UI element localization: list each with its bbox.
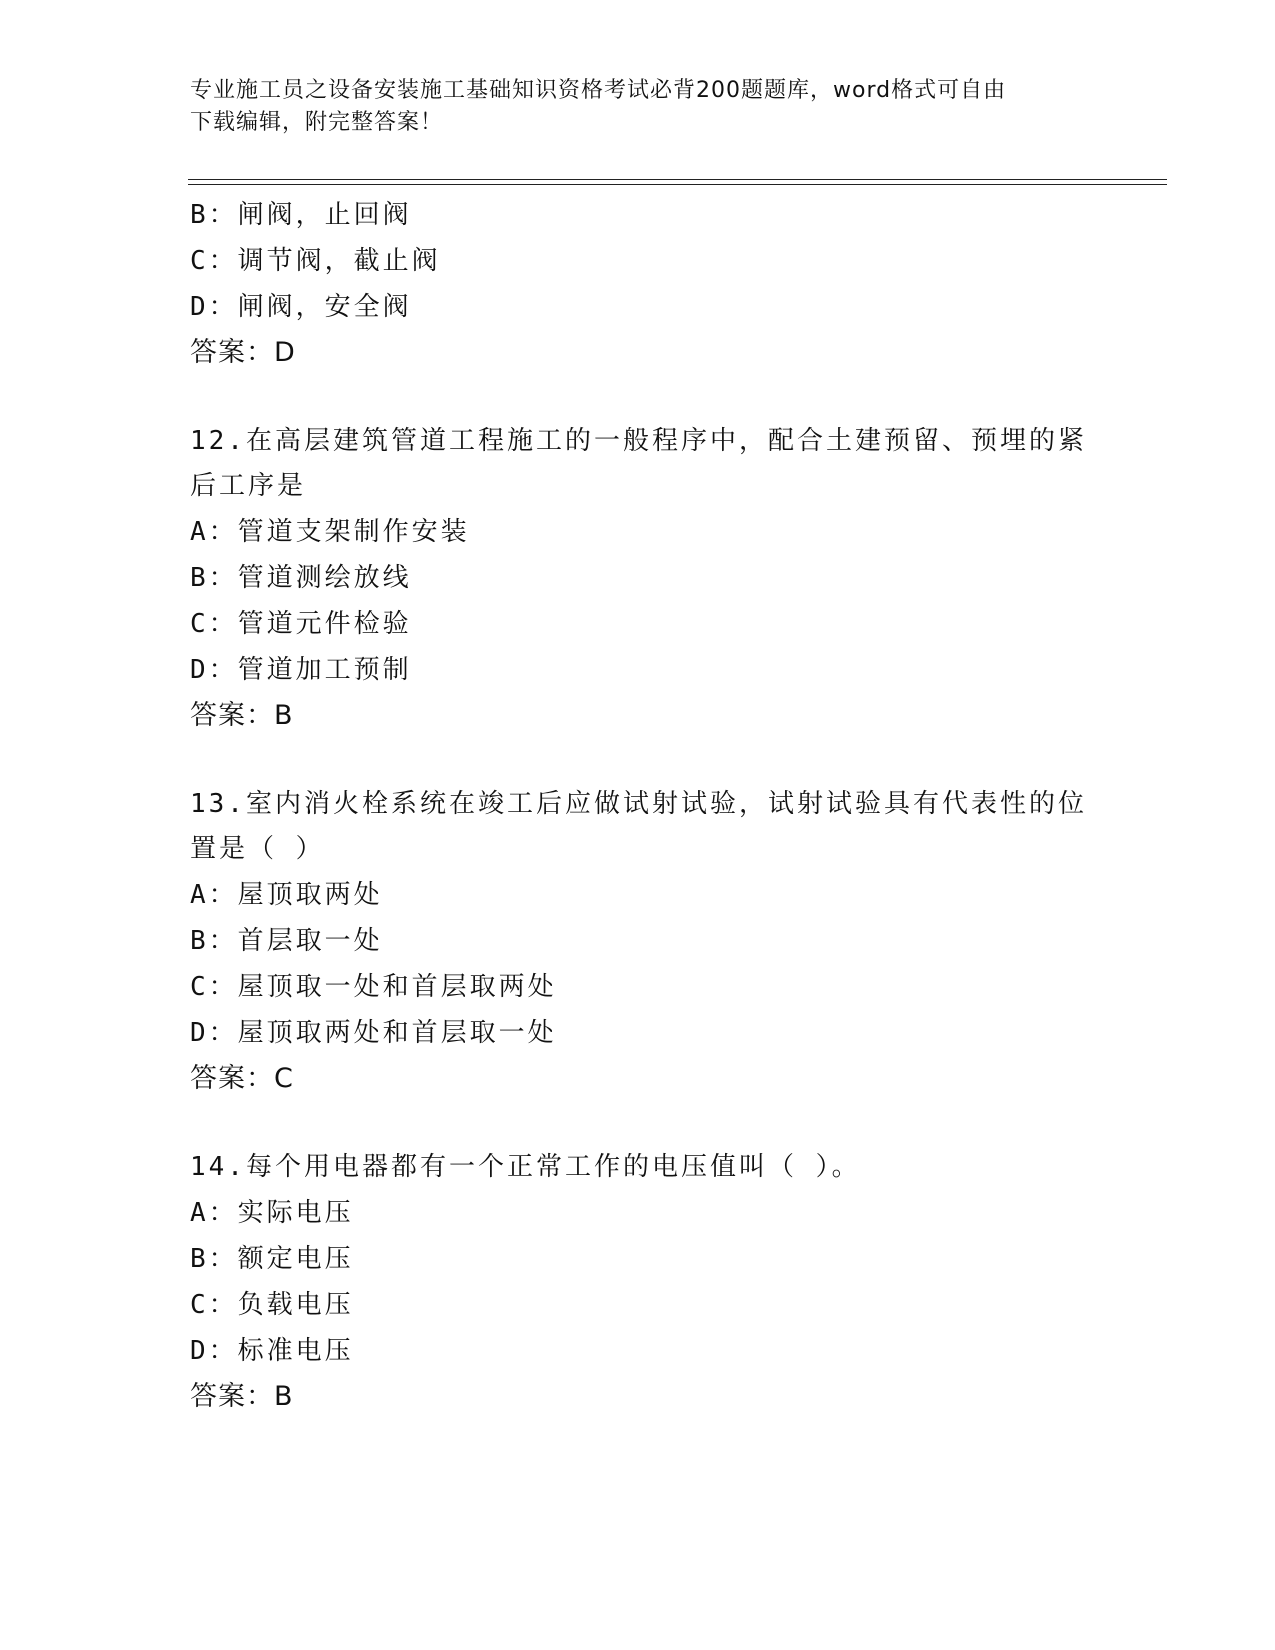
question-stem <box>190 1145 1090 1190</box>
option-a: A：屋顶取两处 <box>190 880 383 910</box>
option-d: D：标准电压 <box>190 1336 354 1366</box>
option-b: B：管道测绘放线 <box>190 563 412 593</box>
option-b: B：额定电压 <box>190 1244 354 1274</box>
stem-line: 置是（ ） <box>190 834 325 864</box>
question-list <box>190 192 1090 1420</box>
option-a: A：实际电压 <box>190 1198 354 1228</box>
option-d: D：闸阀，安全阀 <box>190 292 412 322</box>
option-d: D：屋顶取两处和首层取一处 <box>190 1018 557 1048</box>
question-11-continued <box>190 192 1090 376</box>
option-c: C：屋顶取一处和首层取两处 <box>190 972 557 1002</box>
header-rule-bottom <box>188 184 1167 185</box>
header-line-2: 下载编辑，附完整答案！ <box>190 110 444 135</box>
answer: 答案：D <box>190 337 296 368</box>
question-stem <box>190 782 1090 872</box>
document-header <box>190 75 1090 139</box>
question-13 <box>190 782 1090 1102</box>
question-14 <box>190 1145 1090 1420</box>
stem-line: 12.在高层建筑管道工程施工的一般程序中，配合土建预留、预埋的紧 <box>190 426 1087 456</box>
stem-line: 后工序是 <box>190 471 307 501</box>
answer: 答案：B <box>190 1381 294 1412</box>
header-line-1: 专业施工员之设备安装施工基础知识资格考试必背200题题库，word格式可自由 <box>190 78 1007 103</box>
header-rule-top <box>188 179 1167 180</box>
answer: 答案：C <box>190 1063 294 1094</box>
option-d: D：管道加工预制 <box>190 655 412 685</box>
answer: 答案：B <box>190 700 294 731</box>
option-c: C：调节阀，截止阀 <box>190 246 441 276</box>
option-b: B：首层取一处 <box>190 926 383 956</box>
option-a: A：管道支架制作安装 <box>190 517 470 547</box>
stem-line: 13.室内消火栓系统在竣工后应做试射试验，试射试验具有代表性的位 <box>190 789 1087 819</box>
question-stem <box>190 419 1090 509</box>
option-c: C：负载电压 <box>190 1290 354 1320</box>
question-12 <box>190 419 1090 739</box>
stem-line: 14.每个用电器都有一个正常工作的电压值叫（ ）。 <box>190 1152 861 1182</box>
option-c: C：管道元件检验 <box>190 609 412 639</box>
option-b: B：闸阀，止回阀 <box>190 200 412 230</box>
